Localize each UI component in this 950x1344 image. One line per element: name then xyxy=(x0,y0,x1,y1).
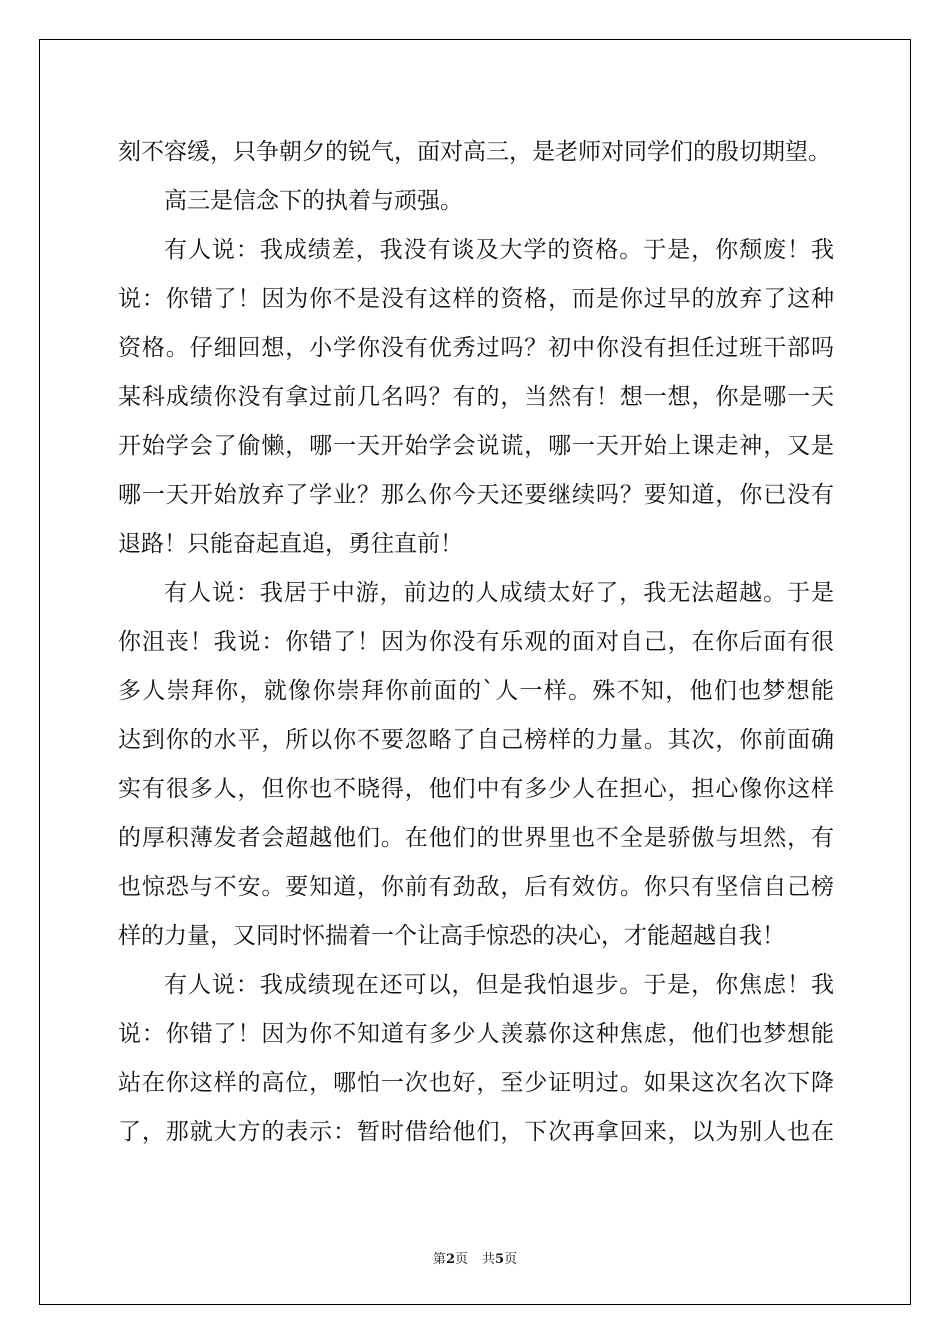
text-line: 的厚积薄发者会超越他们。在他们的世界里也不全是骄傲与坦然，有 xyxy=(118,825,834,851)
text-line: 有人说：我成绩差，我没有谈及大学的资格。于是，你颓废！我 xyxy=(164,237,834,263)
text-line: 也惊恐与不安。要知道，你前有劲敌，后有效仿。你只有坚信自己榜 xyxy=(118,874,834,900)
page-prefix: 第 xyxy=(432,1252,446,1267)
text-line: 你沮丧！我说：你错了！因为你没有乐观的面对自己，在你后面有很 xyxy=(118,629,834,655)
text-line: 开始学会了偷懒，哪一天开始学会说谎，哪一天开始上课走神，又是 xyxy=(118,433,834,459)
document-body xyxy=(118,128,834,1157)
text-line: 多人崇拜你，就像你崇拜你前面的`人一样。殊不知，他们也梦想能 xyxy=(118,678,834,704)
text-line: 达到你的水平，所以你不要忽略了自己榜样的力量。其次，你前面确 xyxy=(118,727,834,753)
text-line: 哪一天开始放弃了学业？那么你今天还要继续吗？要知道，你已没有 xyxy=(118,482,834,508)
text-line: 有人说：我居于中游，前边的人成绩太好了，我无法超越。于是 xyxy=(164,580,834,606)
total-suffix: 页 xyxy=(504,1252,518,1267)
page-footer xyxy=(0,1248,950,1267)
text-line: 站在你这样的高位，哪怕一次也好，至少证明过。如果这次名次下降 xyxy=(118,1070,834,1096)
text-line: 了，那就大方的表示：暂时借给他们，下次再拿回来，以为别人也在 xyxy=(118,1119,834,1145)
text-line: 有人说：我成绩现在还可以，但是我怕退步。于是，你焦虑！我 xyxy=(164,972,834,998)
text-line: 刻不容缓，只争朝夕的锐气，面对高三，是老师对同学们的殷切期望。 xyxy=(118,139,831,165)
text-line: 退路！只能奋起直追，勇往直前！ xyxy=(118,531,463,557)
page-suffix: 页 xyxy=(454,1252,468,1267)
text-line: 说：你错了！因为你不知道有多少人羡慕你这种焦虑，他们也梦想能 xyxy=(118,1021,834,1047)
text-line: 资格。仔细回想，小学你没有优秀过吗？初中你没有担任过班干部吗 xyxy=(118,335,834,361)
text-line: 某科成绩你没有拿过前几名吗？有的，当然有！想一想，你是哪一天 xyxy=(118,384,834,410)
total-prefix: 共 xyxy=(482,1252,496,1267)
text-line: 高三是信念下的执着与顽强。 xyxy=(164,188,463,214)
text-line: 样的力量，又同时怀揣着一个让高手惊恐的决心，才能超越自我！ xyxy=(118,923,785,949)
text-line: 实有很多人，但你也不晓得，他们中有多少人在担心，担心像你这样 xyxy=(118,776,834,802)
total-pages: 5 xyxy=(495,1252,505,1267)
text-line: 说：你错了！因为你不是没有这样的资格，而是你过早的放弃了这种 xyxy=(118,286,834,312)
page-number: 2 xyxy=(445,1252,455,1267)
